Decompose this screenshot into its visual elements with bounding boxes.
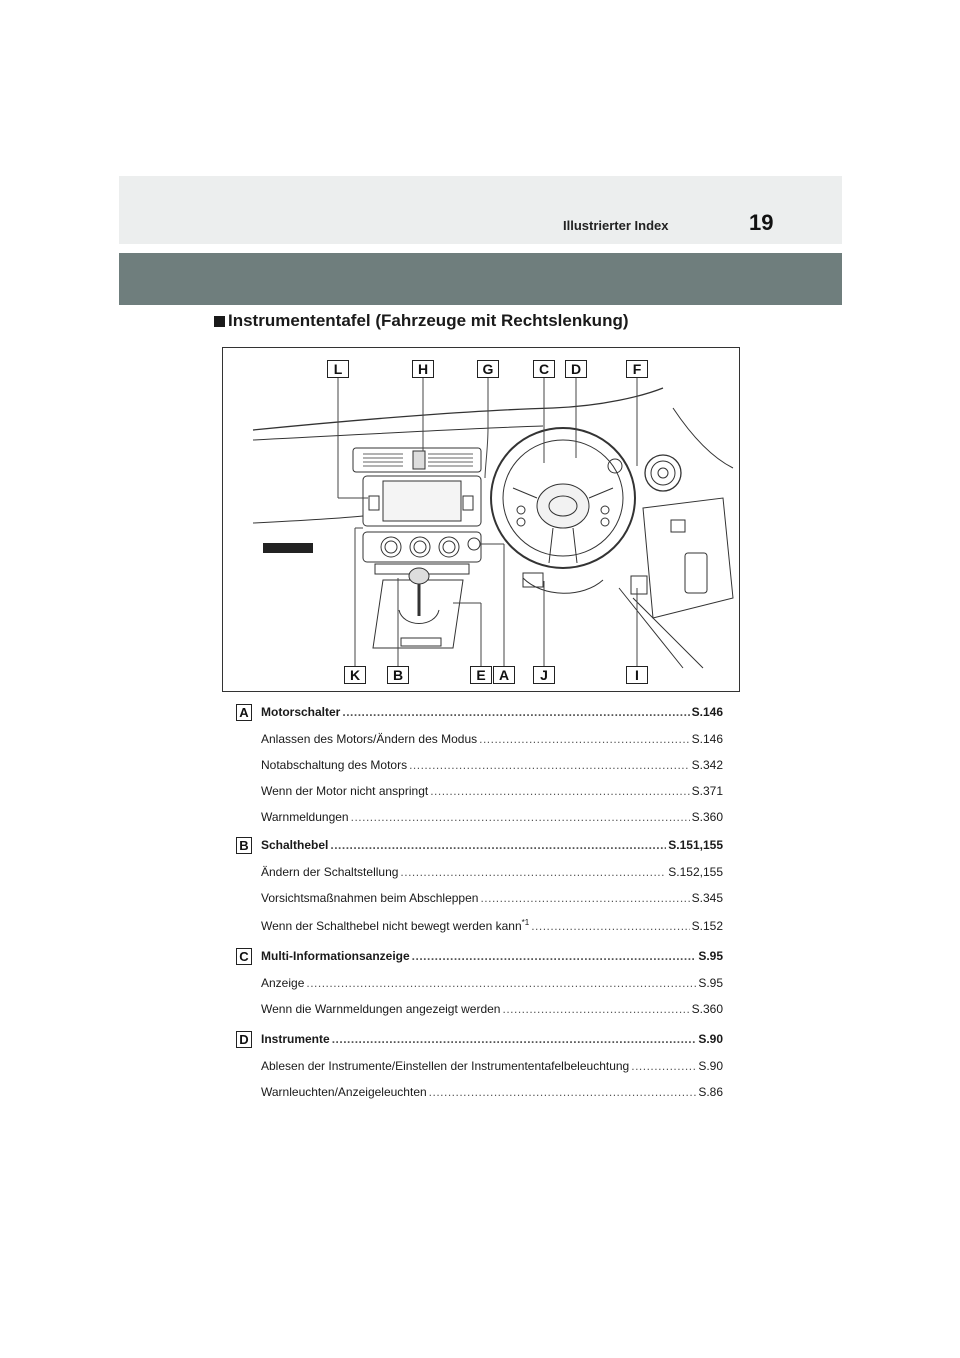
entry-title: Multi-Informationsanzeige — [261, 949, 410, 963]
sub-entry-label: Vorsichtsmaßnahmen beim Abschleppen — [261, 891, 479, 905]
sub-entry-label: Wenn die Warnmeldungen angezeigt werden — [261, 1002, 501, 1016]
sub-entry-page-link[interactable]: S.95 — [698, 976, 723, 990]
sub-entry-label — [261, 919, 529, 933]
dashboard-drawing — [223, 348, 741, 693]
dashboard-illustration — [222, 347, 740, 692]
sub-entry-label: Anlassen des Motors/Ändern des Modus — [261, 732, 478, 746]
sub-entry-page-link[interactable]: S.371 — [691, 784, 723, 798]
callout-bottom-1: K — [344, 666, 366, 684]
sub-entry-page-link[interactable]: S.152 — [691, 919, 723, 933]
sub-entry-row — [261, 1085, 723, 1099]
callout-top-4: C — [533, 360, 555, 378]
callout-bottom-3: E — [470, 666, 492, 684]
sub-entry-label: Ändern der Schaltstellung — [261, 865, 399, 879]
entry-title-row — [261, 1032, 723, 1046]
sub-entry-row — [261, 919, 723, 933]
entry-badge: B — [236, 837, 252, 854]
callout-top-6: F — [626, 360, 648, 378]
sub-entry-row — [261, 1002, 723, 1016]
sub-entry-row — [261, 891, 723, 905]
entry-badge: A — [236, 704, 252, 721]
entry-badge: D — [236, 1031, 252, 1048]
entry-title: Schalthebel — [261, 838, 329, 852]
section-label: Illustrierter Index — [563, 218, 669, 233]
sub-entry-page-link[interactable]: S.86 — [698, 1085, 723, 1099]
sub-entry-page-link[interactable]: S.342 — [691, 758, 723, 772]
sub-entry-page-link[interactable]: S.345 — [691, 891, 723, 905]
sub-entry-label: Wenn der Motor nicht anspringt — [261, 784, 429, 798]
heading-square-icon — [214, 316, 225, 327]
callout-top-5: D — [565, 360, 587, 378]
sub-entry-label: Ablesen der Instrumente/Einstellen der Instrumententafelbeleuchtung — [261, 1059, 630, 1073]
sub-entry-row — [261, 810, 723, 824]
entry-page-link[interactable]: S.90 — [698, 1032, 723, 1046]
callout-top-2: H — [412, 360, 434, 378]
sub-entry-row — [261, 758, 723, 772]
sub-entry-page-link[interactable]: S.360 — [691, 1002, 723, 1016]
sub-entry-label: Warnleuchten/Anzeigeleuchten — [261, 1085, 427, 1099]
entry-title: Instrumente — [261, 1032, 330, 1046]
heading-text: Instrumententafel (Fahrzeuge mit Rechtslenkung) — [228, 311, 629, 330]
footnote-marker: *1 — [521, 918, 530, 927]
header-band — [119, 176, 842, 244]
page-heading — [214, 311, 629, 331]
sub-entry-row — [261, 865, 723, 879]
entry-page-link[interactable]: S.146 — [691, 705, 723, 719]
callout-bottom-2: B — [387, 666, 409, 684]
entry-page-link[interactable]: S.151,155 — [668, 838, 723, 852]
entry-title-row — [261, 705, 723, 719]
sub-entry-row — [261, 732, 723, 746]
sub-entry-page-link[interactable]: S.90 — [698, 1059, 723, 1073]
sub-entry-label: Anzeige — [261, 976, 305, 990]
callout-bottom-5: J — [533, 666, 555, 684]
entry-badge: C — [236, 948, 252, 965]
callout-bottom-4: A — [493, 666, 515, 684]
entry-title: Motorschalter — [261, 705, 341, 719]
entry-page-link[interactable]: S.95 — [698, 949, 723, 963]
entry-title-row — [261, 949, 723, 963]
entry-title-row — [261, 838, 723, 852]
sub-entry-row — [261, 976, 723, 990]
callout-top-3: G — [477, 360, 499, 378]
sub-entry-row — [261, 784, 723, 798]
sub-entry-page-link[interactable]: S.360 — [691, 810, 723, 824]
callout-top-1: L — [327, 360, 349, 378]
sub-entry-page-link[interactable]: S.146 — [691, 732, 723, 746]
sub-entry-label: Warnmeldungen — [261, 810, 349, 824]
page-number: 19 — [749, 210, 774, 235]
sub-entry-page-link[interactable]: S.152,155 — [668, 865, 723, 879]
sub-entry-label: Notabschaltung des Motors — [261, 758, 408, 772]
sub-entry-label-text: Wenn der Schalthebel nicht bewegt werden kann — [261, 919, 522, 933]
callout-bottom-6: I — [626, 666, 648, 684]
header-bar — [119, 253, 842, 305]
sub-entry-row — [261, 1059, 723, 1073]
